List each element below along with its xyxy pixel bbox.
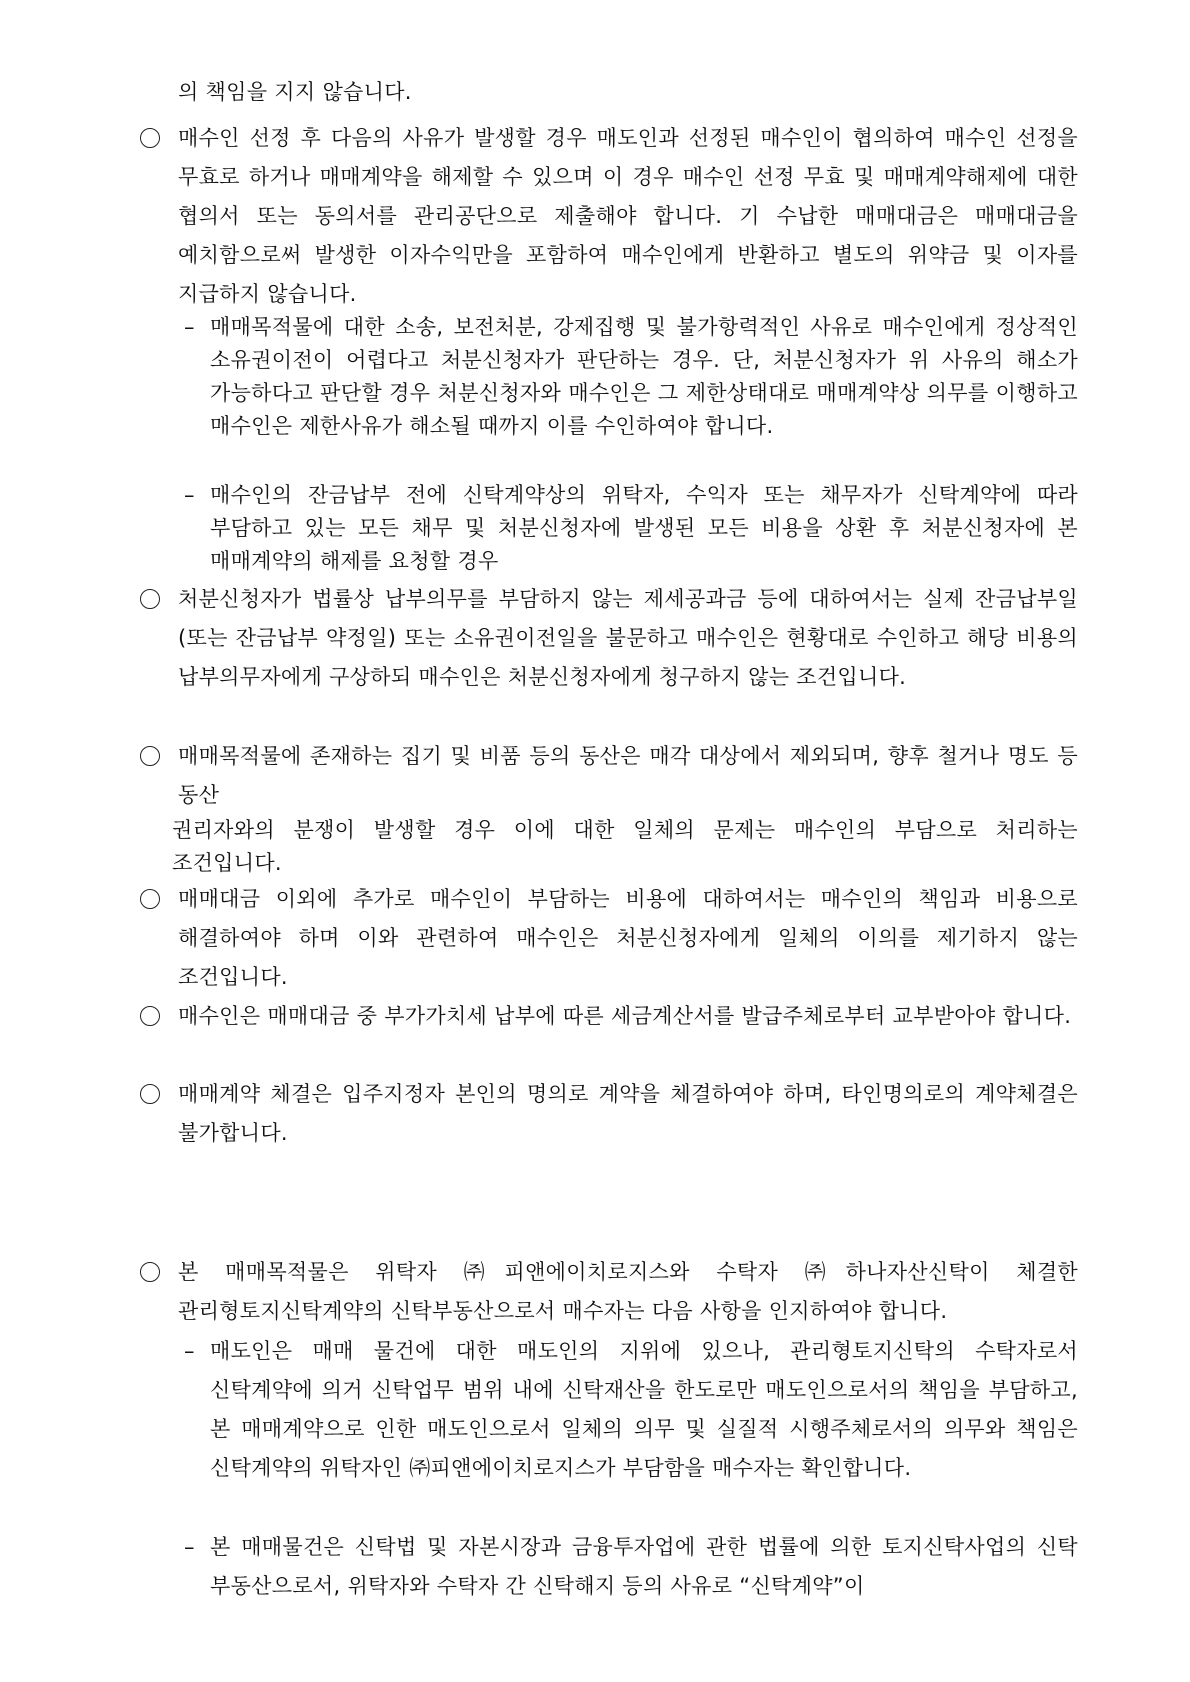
paragraph-trust-property: 본 매매목적물은 위탁자 ㈜피앤에이치로지스와 수탁자 ㈜하나자산신탁이 체결한 관리형토지신탁계약의 신탁부동산으로서 매수자는 다음 사항을 인지하여야 합니다.: [178, 1260, 1078, 1323]
dash-marker: –: [184, 483, 195, 507]
subitem-litigation-restriction: 매매목적물에 대한 소송, 보전처분, 강제집행 및 불가항력적인 사유로 매수인에게 정상적인 소유권이전이 어렵다고 처분신청자가 판단하는 경우. 단, 처분신청자가 위 사유의 해소가 가능하다고 판단할 경우 처분신청자와 매수인은 그 제한상태대로 매매계약상 의무를 이행하고 매수인은 제한사유가 해소될 때까지 이를 수인하여야 합니다.: [210, 315, 1078, 438]
paragraph-additional-costs: 매매대금 이외에 추가로 매수인이 부담하는 비용에 대하여서는 매수인의 책임과 비용으로 해결하여야 하며 이와 관련하여 매수인은 처분신청자에게 일체의 이의를 제기하지 않는 조건입니다.: [178, 887, 1078, 989]
bullet-circle-icon: [140, 589, 160, 609]
paragraph-vat-invoice: 매수인은 매매대금 중 부가가치세 납부에 따른 세금계산서를 발급주체로부터 교부받아야 합니다.: [178, 1004, 1072, 1028]
bullet-circle-icon: [140, 128, 160, 148]
paragraph-taxes-and-dues: 처분신청자가 법률상 납부의무를 부담하지 않는 제세공과금 등에 대하여서는 실제 잔금납부일(또는 잔금납부 약정일) 또는 소유권이전일을 불문하고 매수인은 현황대로 수인하고 해당 비용의 납부의무자에게 구상하되 매수인은 처분신청자에게 청구하지 않는 조건입니다.: [178, 587, 1078, 689]
dash-marker: –: [184, 1535, 195, 1559]
paragraph-buyer-selection-void: 매수인 선정 후 다음의 사유가 발생할 경우 매도인과 선정된 매수인이 협의하여 매수인 선정을 무효로 하거나 매매계약을 해제할 수 있으며 이 경우 매수인 선정 무효 및 매매계약해제에 대한 협의서 또는 동의서를 관리공단으로 제출해야 합니다. 기 수납한 매매대금은 매매대금을 예치함으로써 발생한 이자수익만을 포함하여 매수인에게 반환하고 별도의 위약금 및 이자를 지급하지 않습니다.: [178, 126, 1078, 306]
paragraph-continuation: 의 책임을 지지 않습니다.: [178, 80, 412, 104]
paragraph-contract-in-own-name: 매매계약 체결은 입주지정자 본인의 명의로 계약을 체결하여야 하며, 타인명의로의 계약체결은 불가합니다.: [178, 1082, 1078, 1145]
bullet-circle-icon: [140, 1084, 160, 1104]
subitem-seller-trustee-role: 매도인은 매매 물건에 대한 매도인의 지위에 있으나, 관리형토지신탁의 수탁자로서 신탁계약에 의거 신탁업무 범위 내에 신탁재산을 한도로만 매도인으로서의 책임을 부담하고, 본 매매계약으로 인한 매도인으로서 일체의 의무 및 실질적 시행주체로서의 의무와 책임은 신탁계약의 위탁자인 ㈜피앤에이치로지스가 부담함을 매수자는 확인합니다.: [210, 1339, 1078, 1480]
dash-marker: –: [184, 1339, 195, 1363]
bullet-circle-icon: [140, 746, 160, 766]
dash-marker: –: [184, 315, 195, 339]
paragraph-movables-excluded: 매매목적물에 존재하는 집기 및 비품 등의 동산은 매각 대상에서 제외되며, 향후 철거나 명도 등 동산: [178, 744, 1078, 807]
bullet-circle-icon: [140, 1006, 160, 1026]
subitem-land-trust-property: 본 매매물건은 신탁법 및 자본시장과 금융투자업에 관한 법률에 의한 토지신탁사업의 신탁 부동산으로서, 위탁자와 수탁자 간 신탁해지 등의 사유로 “신탁계약”이: [210, 1535, 1078, 1598]
subitem-trust-repayment: 매수인의 잔금납부 전에 신탁계약상의 위탁자, 수익자 또는 채무자가 신탁계약에 따라 부담하고 있는 모든 채무 및 처분신청자에 발생된 모든 비용을 상환 후 처분신청자에 본 매매계약의 해제를 요청할 경우: [210, 483, 1078, 573]
paragraph-movables-dispute: 권리자와의 분쟁이 발생할 경우 이에 대한 일체의 문제는 매수인의 부담으로 처리하는 조건입니다.: [172, 818, 1078, 875]
bullet-circle-icon: [140, 889, 160, 909]
bullet-circle-icon: [140, 1262, 160, 1282]
